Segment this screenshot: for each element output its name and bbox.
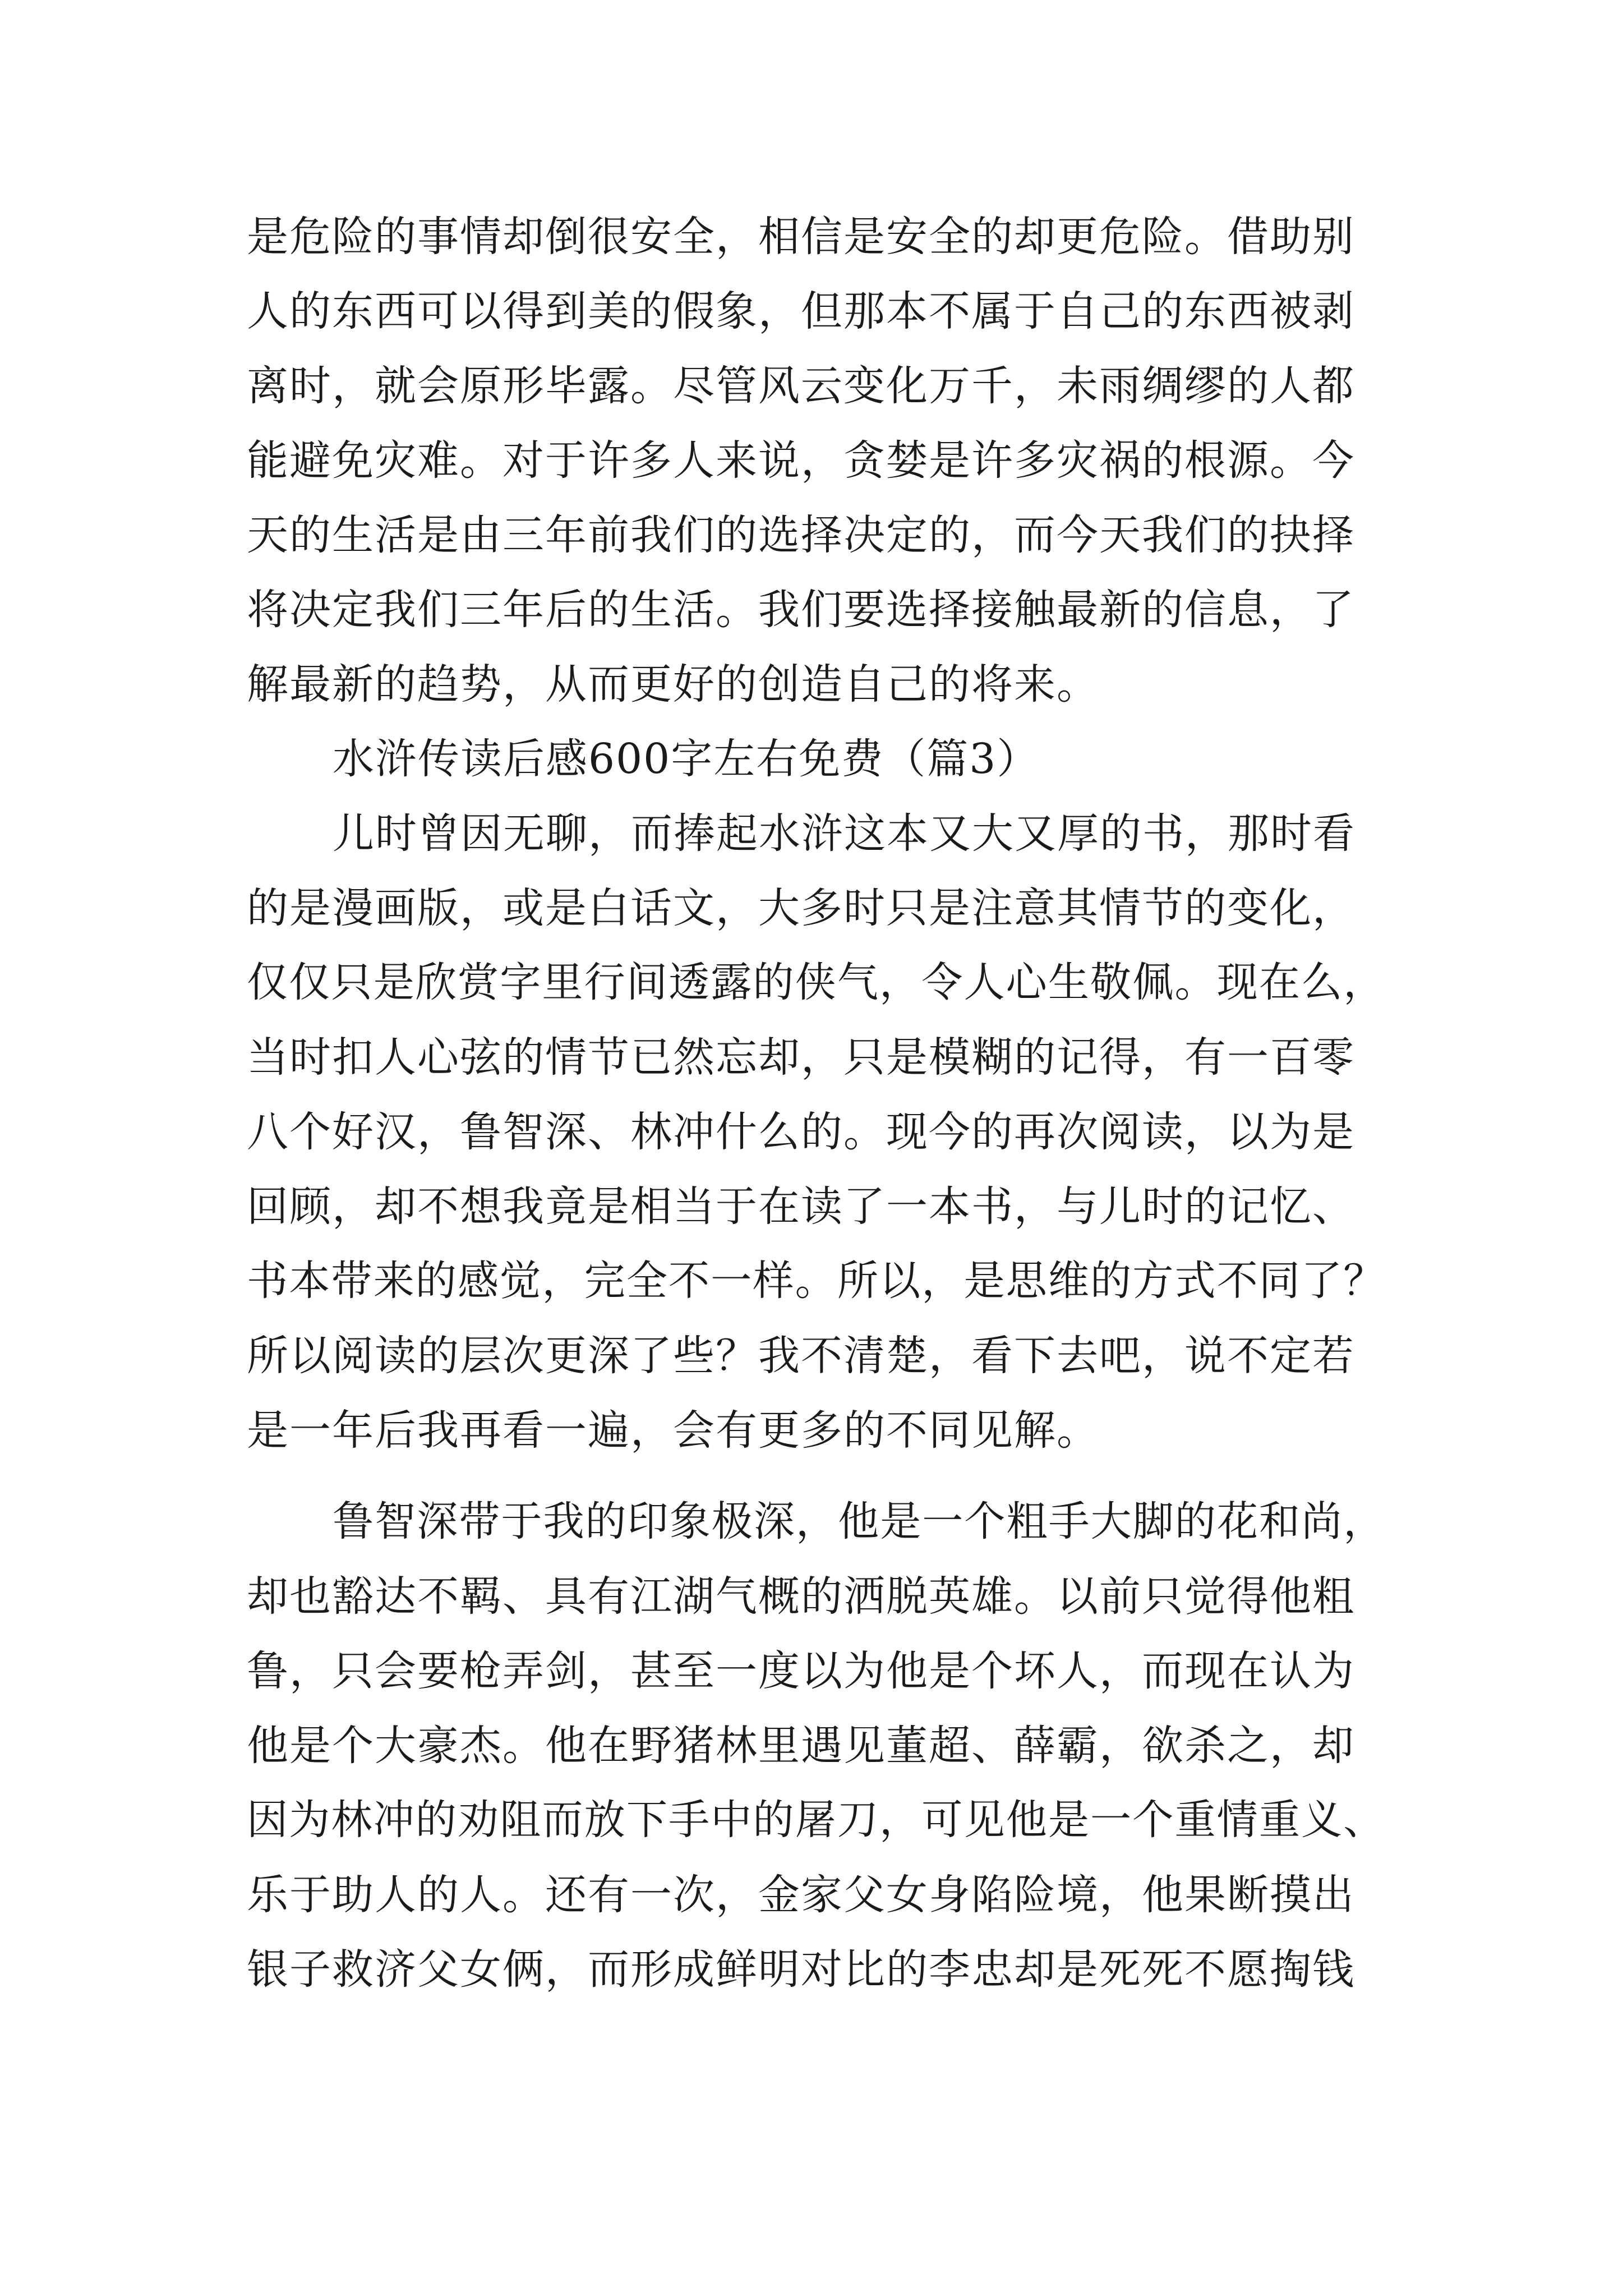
section-heading: 水浒传读后感600字左右免费（篇3） xyxy=(333,735,1040,783)
text-line: 仅仅只是欣赏字里行间透露的侠气，令人心生敬佩。现在么， xyxy=(247,959,1386,1006)
text-line: 鲁，只会要枪弄剑，甚至一度以为他是个坏人，而现在认为 xyxy=(247,1647,1355,1695)
text-line: 回顾，却不想我竟是相当于在读了一本书，与儿时的记忆、 xyxy=(247,1182,1355,1231)
text-line: 将决定我们三年后的生活。我们要选择接触最新的信息，了 xyxy=(247,586,1355,634)
text-line: 鲁智深带于我的印象极深，他是一个粗手大脚的花和尚， xyxy=(333,1498,1386,1545)
text-line: 能避免灾难。对于许多人来说，贪婪是许多灾祸的根源。今 xyxy=(247,436,1355,485)
text-line: 是危险的事情却倒很安全，相信是安全的却更危险。借助别 xyxy=(247,213,1355,261)
text-line: 的是漫画版，或是白话文，大多时只是注意其情节的变化， xyxy=(247,884,1355,932)
text-line: 儿时曾因无聊，而捧起水浒这本又大又厚的书，那时看 xyxy=(333,809,1355,858)
text-line: 八个好汉，鲁智深、林冲什么的。现今的再次阅读，以为是 xyxy=(247,1108,1355,1156)
text-line: 所以阅读的层次更深了些？我不清楚，看下去吧，说不定若 xyxy=(247,1332,1355,1380)
text-line: 他是个大豪杰。他在野猪林里遇见董超、薛霸，欲杀之，却 xyxy=(247,1722,1355,1770)
text-line: 人的东西可以得到美的假象，但那本不属于自己的东西被剥 xyxy=(247,287,1355,335)
text-line: 天的生活是由三年前我们的选择决定的，而今天我们的抉择 xyxy=(247,511,1355,559)
text-line: 银子救济父女俩，而形成鲜明对比的李忠却是死死不愿掏钱 xyxy=(247,1945,1355,1994)
text-line: 离时，就会原形毕露。尽管风云变化万千，未雨绸缪的人都 xyxy=(247,362,1355,410)
text-line: 是一年后我再看一遍，会有更多的不同见解。 xyxy=(247,1406,1099,1455)
text-line: 当时扣人心弦的情节已然忘却，只是模糊的记得，有一百零 xyxy=(247,1033,1355,1082)
text-line: 解最新的趋势，从而更好的创造自己的将来。 xyxy=(247,660,1099,708)
text-line: 书本带来的感觉，完全不一样。所以，是思维的方式不同了？ xyxy=(247,1257,1386,1305)
text-line: 乐于助人的人。还有一次，金家父女身陷险境，他果断摸出 xyxy=(247,1871,1355,1919)
text-line: 因为林冲的劝阻而放下手中的屠刀，可见他是一个重情重义、 xyxy=(247,1796,1386,1844)
text-line: 却也豁达不羁、具有江湖气概的洒脱英雄。以前只觉得他粗 xyxy=(247,1572,1355,1621)
